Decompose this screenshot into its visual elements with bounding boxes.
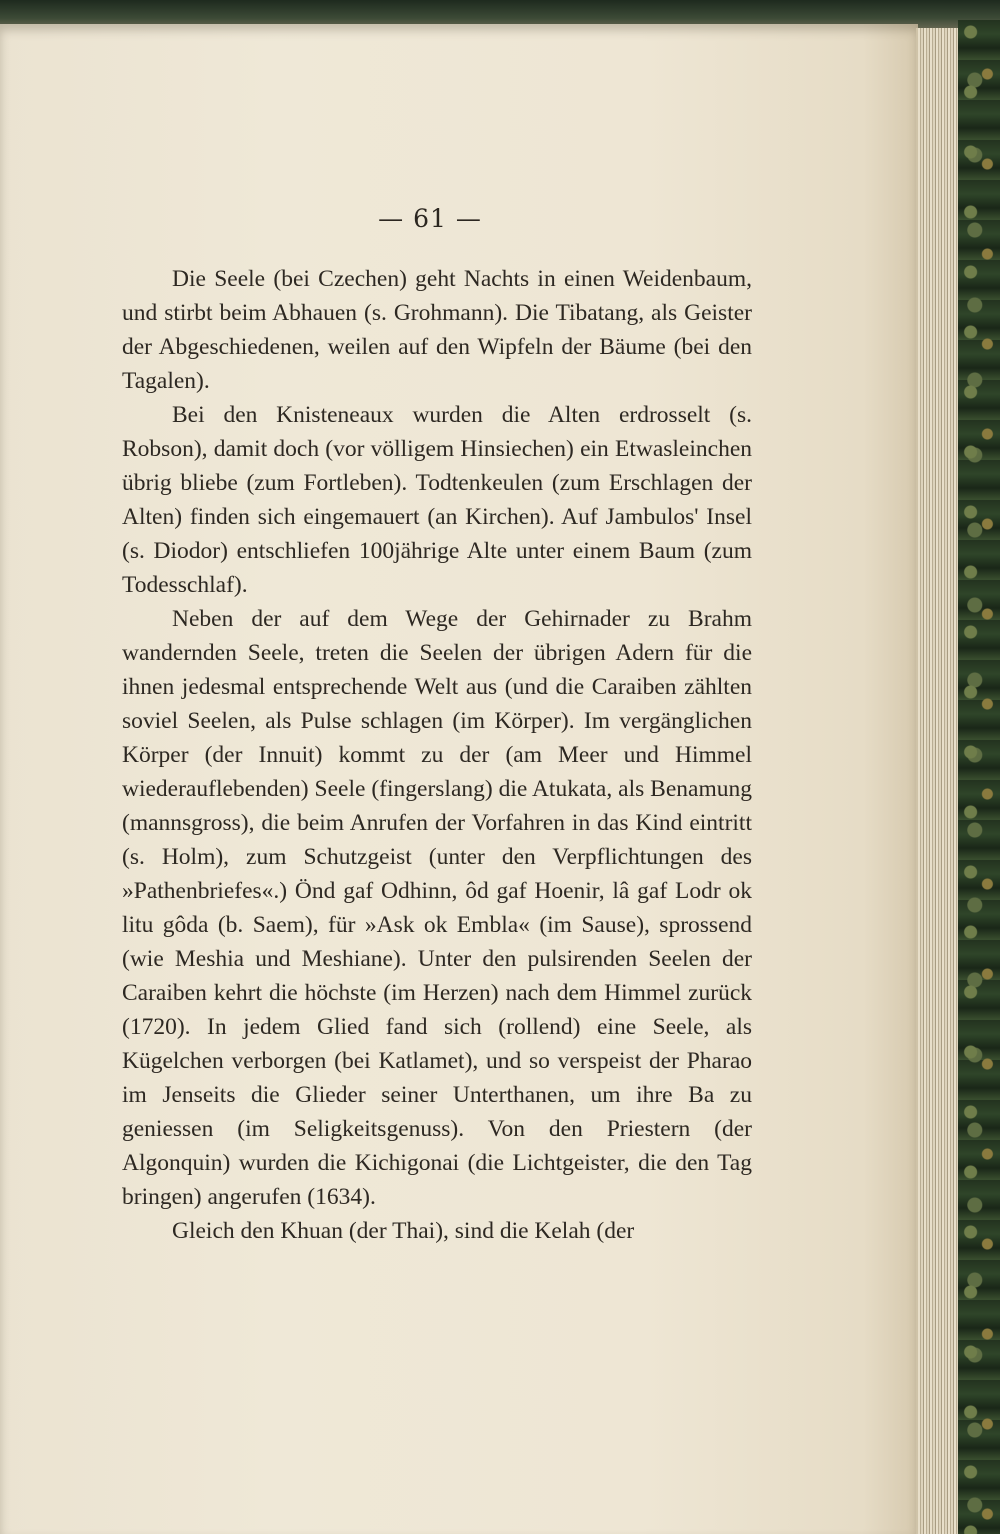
paragraph-1: Die Seele (bei Czechen) geht Nachts in einen Weidenbaum, und stirbt beim Abhauen (s. Grohmann). Die Tibatang, als Geister der Abgeschiedenen, weilen auf den Wipfeln der Bäume (bei den Tagalen). [122, 266, 752, 394]
paper-page [0, 24, 918, 1534]
paragraph-3: Neben der auf dem Wege der Gehirnader zu Brahm wandernden Seele, treten die Seelen der übrigen Adern für die ihnen jedesmal entsprechende Welt aus (und die Caraiben zählten soviel Seelen, als Pulse schlagen (im Körper). Im vergänglichen Körper (der Innuit) kommt zu der (am Meer und Himmel wiederauflebenden) Seele (fingerslang) die Atukata, als Benamung (mannsgross), die beim Anrufen der Vorfahren in das Kind eintritt (s. Holm), zum Schutzgeist (unter den Verpflichtungen des »Pathenbriefes«.) Önd gaf Odhinn, ôd gaf Hoenir, lâ gaf Lodr ok litu gôda (b. Saem), für »Ask ok Embla« (im Sause), sprossend (wie Meshia und Meshiane). Unter den pulsirenden Seelen der Caraiben kehrt die höchste (im Herzen) nach dem Himmel zurück (1720). In jedem Glied fand sich (rollend) eine Seele, als Kügelchen verborgen (bei Katlamet), und so verspeist der Pharao im Jenseits die Glieder seiner Unterthanen, um ihre Ba zu geniessen (im Seligkeitsgenuss). Von den Priestern (der Algonquin) wurden die Kichigonai (die Lichtgeister, die den Tag bringen) angerufen (1634). [122, 606, 752, 1210]
marbled-cover-edge [958, 20, 1000, 1534]
page-number: — 61 — [378, 204, 482, 233]
paragraph-4: Gleich den Khuan (der Thai), sind die Kelah (der [172, 1218, 635, 1244]
page-edges [916, 28, 960, 1534]
paragraph-2: Bei den Knisteneaux wurden die Alten erdrosselt (s. Robson), damit doch (vor völligem Hinsiechen) ein Etwasleinchen übrig bliebe (zum Fortleben). Todtenkeulen (zum Erschlagen der Alten) finden sich eingemauert (an Kirchen). Auf Jambulos' Insel (s. Diodor) entschliefen 100jährige Alte unter einem Baum (zum Todesschlaf). [122, 402, 752, 598]
body-text [122, 262, 752, 1248]
